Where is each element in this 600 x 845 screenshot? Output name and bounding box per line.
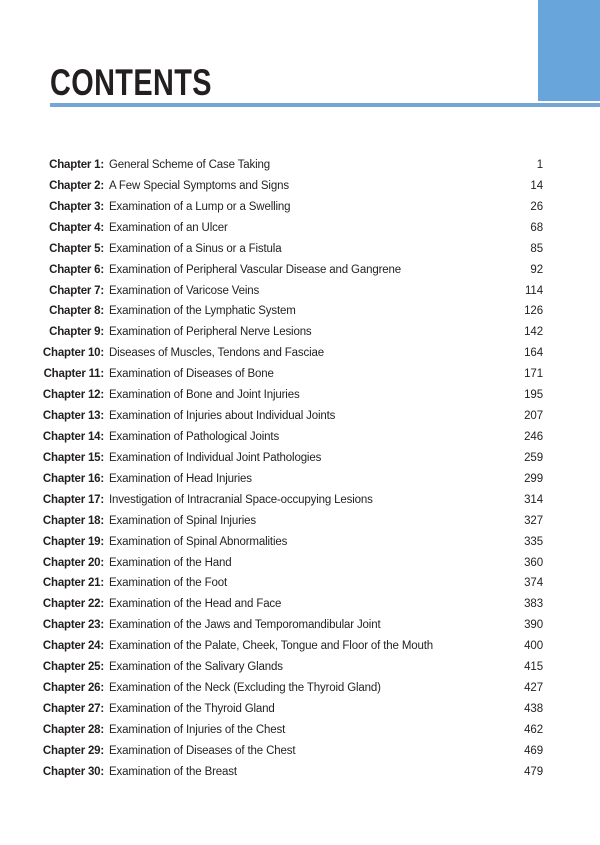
chapter-title: Examination of the Salivary Glands xyxy=(109,661,283,674)
chapter-page-number: 400 xyxy=(524,640,543,653)
chapter-label: Chapter 17: xyxy=(42,493,104,506)
chapter-title: Examination of the Neck (Excluding the Thyroid Gland) xyxy=(109,682,381,695)
toc-row xyxy=(40,427,543,448)
chapter-title: General Scheme of Case Taking xyxy=(109,159,271,171)
chapter-label: Chapter 26: xyxy=(42,682,104,695)
chapter-page-number: 14 xyxy=(530,179,543,192)
chapter-page-number: 360 xyxy=(524,556,543,569)
chapter-title: Examination of an Ulcer xyxy=(109,221,228,234)
chapter-page-number: 68 xyxy=(530,221,543,234)
toc-row xyxy=(40,511,543,532)
chapter-title: Examination of the Breast xyxy=(109,765,237,778)
chapter-label: Chapter 25: xyxy=(42,661,104,674)
chapter-title: Examination of the Hand xyxy=(109,556,232,569)
chapter-label: Chapter 11: xyxy=(43,368,104,381)
toc-row xyxy=(40,343,543,364)
chapter-label: Chapter 29: xyxy=(42,744,104,757)
corner-accent-block xyxy=(538,0,600,101)
chapter-title: Examination of Head Injuries xyxy=(109,472,252,485)
chapter-label: Chapter 16: xyxy=(42,472,104,485)
toc-row xyxy=(40,385,543,406)
chapter-page-number: 469 xyxy=(524,744,543,757)
chapter-title: Examination of the Thyroid Gland xyxy=(109,702,275,715)
toc-row xyxy=(40,197,543,218)
chapter-label: Chapter 19: xyxy=(42,535,104,548)
toc-list xyxy=(40,155,543,783)
chapter-page-number: 438 xyxy=(524,702,543,715)
chapter-page-number: 114 xyxy=(524,284,543,297)
chapter-label: Chapter 6: xyxy=(49,263,104,276)
chapter-title: Diseases of Muscles, Tendons and Fasciae xyxy=(109,347,324,360)
chapter-label: Chapter 21: xyxy=(42,577,104,590)
toc-row xyxy=(40,573,543,594)
chapter-title: Examination of Diseases of Bone xyxy=(109,368,274,381)
toc-row xyxy=(40,469,543,490)
toc-row xyxy=(40,553,543,574)
title-rule-divider xyxy=(50,103,600,107)
toc-row xyxy=(40,322,543,343)
chapter-label: Chapter 12: xyxy=(42,389,104,402)
chapter-title: Examination of the Foot xyxy=(109,577,228,590)
toc-row xyxy=(40,678,543,699)
chapter-title: Examination of the Jaws and Temporomandibular Joint xyxy=(109,619,381,632)
toc-row xyxy=(40,741,543,762)
chapter-label: Chapter 28: xyxy=(42,723,104,736)
toc-row xyxy=(40,281,543,302)
toc-row xyxy=(40,301,543,322)
chapter-page-number: 415 xyxy=(524,661,543,674)
page-title xyxy=(50,64,258,101)
toc-row xyxy=(40,490,543,511)
toc-row xyxy=(40,364,543,385)
chapter-title: Examination of Peripheral Vascular Disease and Gangrene xyxy=(109,263,401,276)
chapter-label: Chapter 15: xyxy=(42,451,104,464)
chapter-page-number: 479 xyxy=(524,765,543,778)
chapter-page-number: 427 xyxy=(524,682,543,695)
chapter-page-number: 390 xyxy=(524,619,543,632)
chapter-label: Chapter 2: xyxy=(49,179,104,192)
toc-row xyxy=(40,260,543,281)
chapter-label: Chapter 23: xyxy=(42,619,104,632)
chapter-page-number: 26 xyxy=(530,200,543,213)
chapter-page-number: 259 xyxy=(524,451,543,464)
chapter-title: Examination of Pathological Joints xyxy=(109,430,280,443)
chapter-title: Examination of Bone and Joint Injuries xyxy=(109,389,300,402)
chapter-page-number: 142 xyxy=(524,326,543,339)
toc-row xyxy=(40,594,543,615)
chapter-page-number: 164 xyxy=(524,347,543,360)
page-title-text: CONTENTS xyxy=(50,62,212,103)
chapter-page-number: 207 xyxy=(524,410,543,423)
chapter-label: Chapter 18: xyxy=(42,514,104,527)
chapter-page-number: 335 xyxy=(524,535,543,548)
chapter-title: Examination of a Sinus or a Fistula xyxy=(109,242,282,255)
chapter-label: Chapter 13: xyxy=(42,410,104,423)
chapter-page-number: 1 xyxy=(536,159,543,171)
chapter-label: Chapter 22: xyxy=(42,598,104,611)
chapter-page-number: 246 xyxy=(524,430,543,443)
chapter-title: Examination of Individual Joint Pathologies xyxy=(109,451,322,464)
toc-row xyxy=(40,155,543,176)
toc-row xyxy=(40,720,543,741)
chapter-label: Chapter 1: xyxy=(49,159,104,171)
chapter-title: Examination of the Head and Face xyxy=(109,598,282,611)
chapter-label: Chapter 14: xyxy=(42,430,104,443)
chapter-page-number: 327 xyxy=(524,514,543,527)
toc-row xyxy=(40,762,543,783)
toc-row xyxy=(40,448,543,469)
chapter-page-number: 462 xyxy=(524,723,543,736)
chapter-title: Examination of Diseases of the Chest xyxy=(109,744,296,757)
toc-row xyxy=(40,636,543,657)
chapter-title: Examination of a Lump or a Swelling xyxy=(109,200,291,213)
chapter-label: Chapter 5: xyxy=(49,242,104,255)
chapter-label: Chapter 10: xyxy=(42,347,104,360)
toc-row xyxy=(40,699,543,720)
chapter-title: Investigation of Intracranial Space-occupying Lesions xyxy=(109,493,373,506)
chapter-page-number: 314 xyxy=(524,493,543,506)
toc-row xyxy=(40,406,543,427)
chapter-title: Examination of Injuries of the Chest xyxy=(109,723,286,736)
chapter-label: Chapter 20: xyxy=(42,556,104,569)
chapter-page-number: 374 xyxy=(524,577,543,590)
chapter-page-number: 383 xyxy=(524,598,543,611)
chapter-label: Chapter 4: xyxy=(49,221,104,234)
chapter-page-number: 299 xyxy=(524,472,543,485)
toc-row xyxy=(40,176,543,197)
chapter-label: Chapter 8: xyxy=(49,305,104,318)
chapter-page-number: 195 xyxy=(524,389,543,402)
chapter-title: Examination of the Palate, Cheek, Tongue and Floor of the Mouth xyxy=(109,640,434,653)
chapter-label: Chapter 27: xyxy=(42,702,104,715)
chapter-label: Chapter 7: xyxy=(49,284,104,297)
chapter-page-number: 92 xyxy=(530,263,543,276)
chapter-title: Examination of Peripheral Nerve Lesions xyxy=(109,326,312,339)
chapter-label: Chapter 24: xyxy=(42,640,104,653)
chapter-title: Examination of Varicose Veins xyxy=(109,284,260,297)
toc-row xyxy=(40,615,543,636)
chapter-title: A Few Special Symptoms and Signs xyxy=(109,179,289,192)
chapter-title: Examination of Spinal Abnormalities xyxy=(109,535,288,548)
chapter-label: Chapter 9: xyxy=(49,326,104,339)
toc-row xyxy=(40,657,543,678)
chapter-title: Examination of Spinal Injuries xyxy=(109,514,256,527)
chapter-title: Examination of the Lymphatic System xyxy=(109,305,296,318)
chapter-page-number: 126 xyxy=(524,305,543,318)
chapter-page-number: 171 xyxy=(524,368,543,381)
chapter-label: Chapter 3: xyxy=(49,200,104,213)
chapter-title: Examination of Injuries about Individual Joints xyxy=(109,410,336,423)
chapter-page-number: 85 xyxy=(530,242,543,255)
toc-row xyxy=(40,532,543,553)
chapter-label: Chapter 30: xyxy=(42,765,104,778)
toc-row xyxy=(40,218,543,239)
toc-row xyxy=(40,239,543,260)
